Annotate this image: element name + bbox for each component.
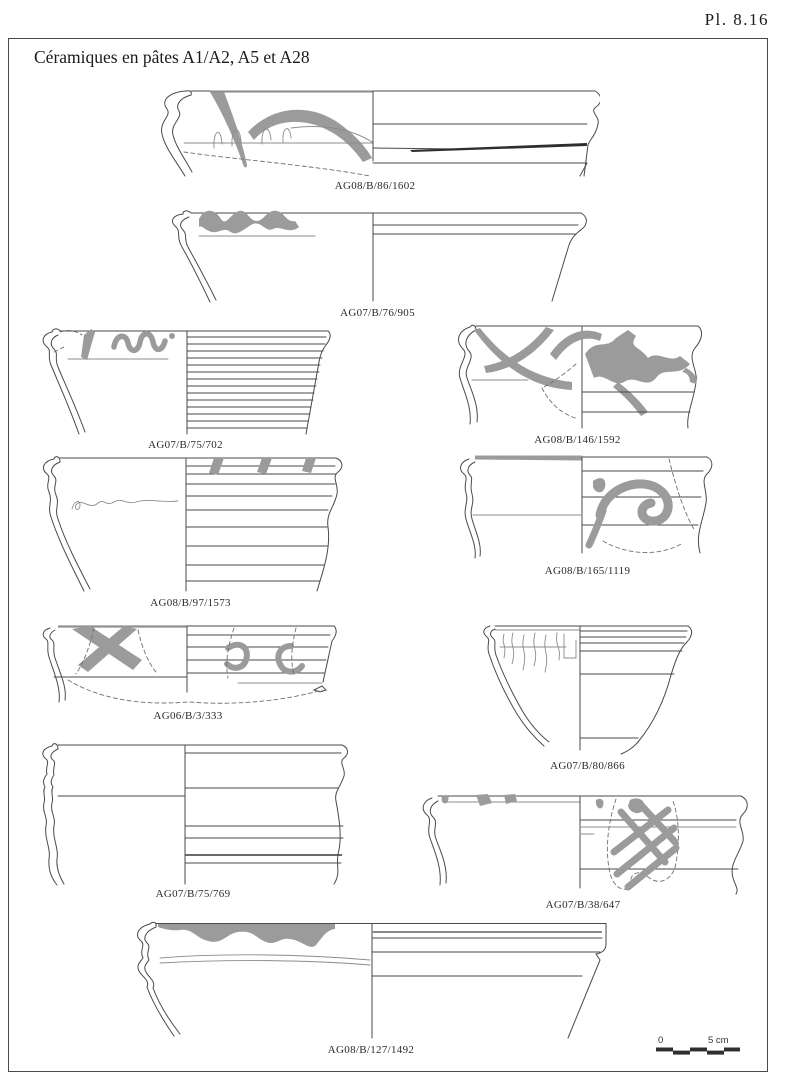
vessel-figure-4 <box>450 320 705 446</box>
vessel-label: AG08/B/127/1492 <box>327 1044 415 1056</box>
vessel-label: AG07/B/76/905 <box>340 307 415 319</box>
vessel-figure-3 <box>38 322 333 451</box>
vessel-drawing <box>38 322 333 437</box>
vessel-figure-5 <box>38 453 343 609</box>
vessel-drawing <box>480 620 695 758</box>
vessel-drawing <box>130 920 612 1042</box>
vessel-figure-7 <box>38 620 338 722</box>
vessel-label: AG07/B/75/769 <box>155 888 231 900</box>
vessel-figure-9 <box>38 740 348 900</box>
vessel-figure-2 <box>165 205 590 319</box>
vessel-label: AG07/B/75/702 <box>148 439 223 451</box>
vessel-label: AG06/B/3/333 <box>153 710 223 722</box>
vessel-label: AG08/B/86/1602 <box>334 180 416 192</box>
vessel-figure-6 <box>455 453 720 577</box>
plate-number: Pl. 8.16 <box>704 10 769 29</box>
vessel-label: AG07/B/38/647 <box>545 899 621 911</box>
scale-bar-start-label: 0 <box>658 1035 664 1046</box>
vessel-figure-11 <box>130 920 612 1056</box>
scale-bar-end-label: 5 cm <box>708 1035 729 1046</box>
vessel-drawing <box>450 320 705 432</box>
vessel-drawing <box>38 453 343 595</box>
vessel-label: AG08/B/97/1573 <box>150 597 231 609</box>
vessel-figure-1 <box>150 86 600 192</box>
vessel-drawing <box>418 790 748 897</box>
vessel-label: AG08/B/165/1119 <box>544 565 631 577</box>
vessel-drawing <box>38 740 348 886</box>
vessel-figure-8 <box>480 620 695 772</box>
vessel-label: AG08/B/146/1592 <box>534 434 621 446</box>
vessel-drawing <box>38 620 338 708</box>
vessel-drawing <box>150 86 600 178</box>
scale-bar <box>652 1030 744 1060</box>
vessel-figure-10 <box>418 790 748 911</box>
plate-title: Céramiques en pâtes A1/A2, A5 et A28 <box>34 47 310 67</box>
vessel-label: AG07/B/80/866 <box>550 760 625 772</box>
vessel-drawing <box>165 205 590 305</box>
vessel-drawing <box>455 453 720 563</box>
